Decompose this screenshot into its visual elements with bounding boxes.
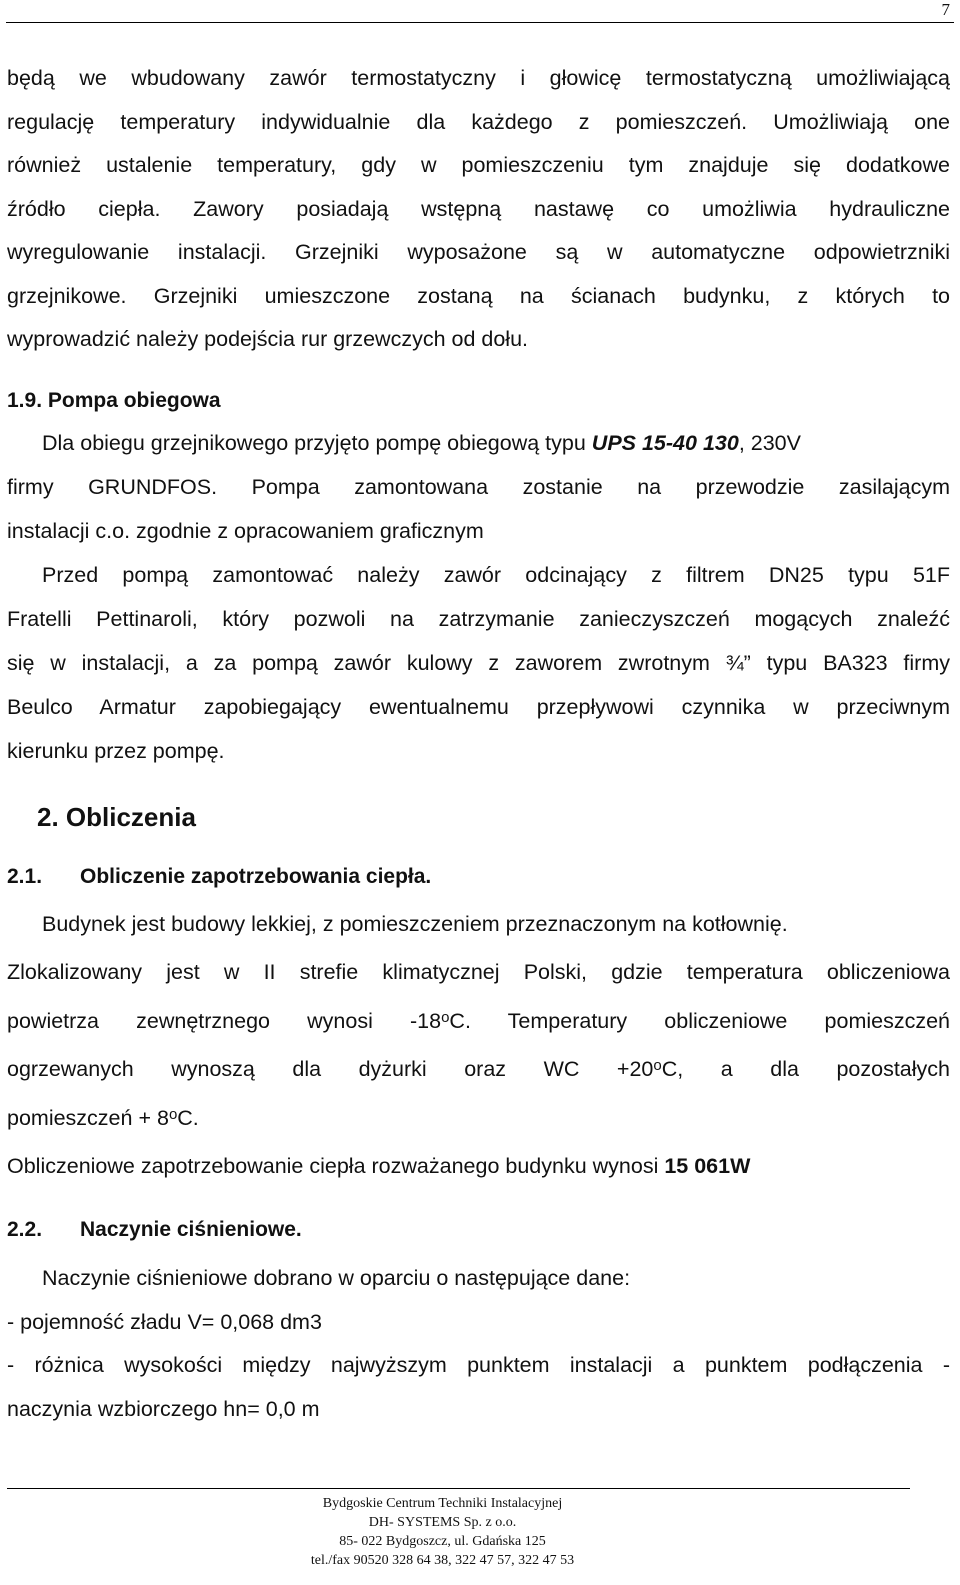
text-line: Naczynie ciśnieniowe dobrano w oparciu o następujące dane: (42, 1266, 631, 1291)
text-line: Beulco Armatur zapobiegający ewentualnemu przepływowi czynnika w przeciwnym (7, 694, 950, 719)
section-heading-1-9: 1.9. Pompa obiegowa (7, 388, 221, 412)
text-span: powietrza zewnętrznego wynosi -18 (7, 1008, 442, 1033)
section-heading-2-2 (7, 1215, 950, 1245)
text-line (7, 421, 950, 465)
document-body (7, 57, 950, 1431)
text-line: się w instalacji, a za pompą zawór kulowy z zaworem zwrotnym ¾” typu BA323 firmy (7, 650, 950, 675)
paragraph-pump (7, 421, 950, 553)
text-line: Budynek jest budowy lekkiej, z pomieszczeniem przeznaczonym na kotłownię. (42, 911, 788, 936)
text-span: Obliczeniowe zapotrzebowanie ciepła rozważanego budynku wynosi (7, 1154, 665, 1179)
text-line (7, 1142, 950, 1191)
section-number: 2.1. (7, 864, 43, 888)
text-line (7, 997, 950, 1046)
pump-model: UPS 15-40 130 (591, 430, 739, 455)
text-span: ogrzewanych wynoszą dla dyżurki oraz WC +20 (7, 1057, 654, 1082)
text-line: instalacji c.o. zgodnie z opracowaniem graficznym (7, 518, 484, 543)
text-line: grzejnikowe. Grzejniki umieszczone zostaną na ścianach budynku, z których to (7, 283, 950, 308)
text-span: pomieszczeń + 8 (7, 1105, 169, 1130)
footer-company-name: DH- SYSTEMS Sp. z o.o. (368, 1515, 517, 1530)
footer-rule (7, 1488, 910, 1489)
footer (0, 1494, 885, 1570)
text-line: Przed pompą zamontować należy zawór odcinający z filtrem DN25 typu 51F (42, 562, 950, 587)
footer-phone: tel./fax 90520 328 64 38, 322 47 57, 322 47 53 (310, 1553, 575, 1568)
text-line (7, 1094, 950, 1143)
text-line: naczynia wzbiorczego hn= 0,0 m (7, 1396, 320, 1421)
text-line: wyprowadzić należy podejścia rur grzewczych od dołu. (7, 327, 529, 351)
section-heading-2-1 (7, 862, 950, 892)
text-line: wyregulowanie instalacji. Grzejniki wyposażone są w automatyczne odpowietrzniki (7, 240, 950, 264)
section-number: 2.2. (7, 1218, 43, 1242)
text-span: C, a dla pozostałych (661, 1057, 950, 1082)
paragraph-valves (7, 553, 950, 773)
section-title: Obliczenie zapotrzebowania ciepła. (80, 864, 432, 888)
text-line: źródło ciepła. Zawory posiadają wstępną nastawę co umożliwia hydrauliczne (7, 196, 950, 221)
text-line: kierunku przez pompę. (7, 738, 225, 763)
text-line: regulację temperatury indywidualnie dla każdego z pomieszczeń. Umożliwiają one (7, 109, 950, 134)
footer-address: 85- 022 Bydgoszcz, ul. Gdańska 125 (339, 1534, 546, 1549)
text-line: firmy GRUNDFOS. Pompa zamontowana zostanie na przewodzie zasilającym (7, 474, 950, 499)
text-line: - różnica wysokości między najwyższym punktem instalacji a punktem podłączenia - (7, 1353, 950, 1378)
degree-sign: o (441, 1008, 450, 1026)
section-heading-2: 2. Obliczenia (37, 801, 196, 832)
paragraph-heaters (7, 57, 950, 362)
text-span: , 230V (738, 430, 801, 455)
text-span: C. (177, 1105, 199, 1130)
text-line: Fratelli Pettinaroli, który pozwoli na zatrzymanie zanieczyszczeń mogących znaleźć (7, 606, 950, 631)
text-span: C. Temperatury obliczeniowe pomieszczeń (449, 1008, 950, 1033)
heat-demand-value: 15 061W (664, 1154, 751, 1179)
header-rule (6, 22, 954, 23)
degree-sign: o (653, 1057, 662, 1075)
footer-company: Bydgoskie Centrum Techniki Instalacyjnej (322, 1496, 563, 1511)
text-line: również ustalenie temperatury, gdy w pomieszczeniu tym znajduje się dodatkowe (7, 153, 950, 177)
text-line: Zlokalizowany jest w II strefie klimatycznej Polski, gdzie temperatura obliczeniowa (7, 960, 950, 985)
section-title: Naczynie ciśnieniowe. (80, 1218, 302, 1242)
page-number: 7 (941, 0, 950, 19)
text-line: będą we wbudowany zawór termostatyczny i głowicę termostatyczną umożliwiającą (7, 66, 950, 90)
paragraph-heat-demand (7, 900, 950, 1192)
text-span: Dla obiegu grzejnikowego przyjęto pompę obiegową typu (42, 430, 592, 455)
degree-sign: o (168, 1105, 178, 1123)
text-line: - pojemność zładu V= 0,068 dm3 (7, 1309, 322, 1334)
paragraph-pressure-vessel (7, 1257, 950, 1431)
text-line (7, 1045, 950, 1094)
